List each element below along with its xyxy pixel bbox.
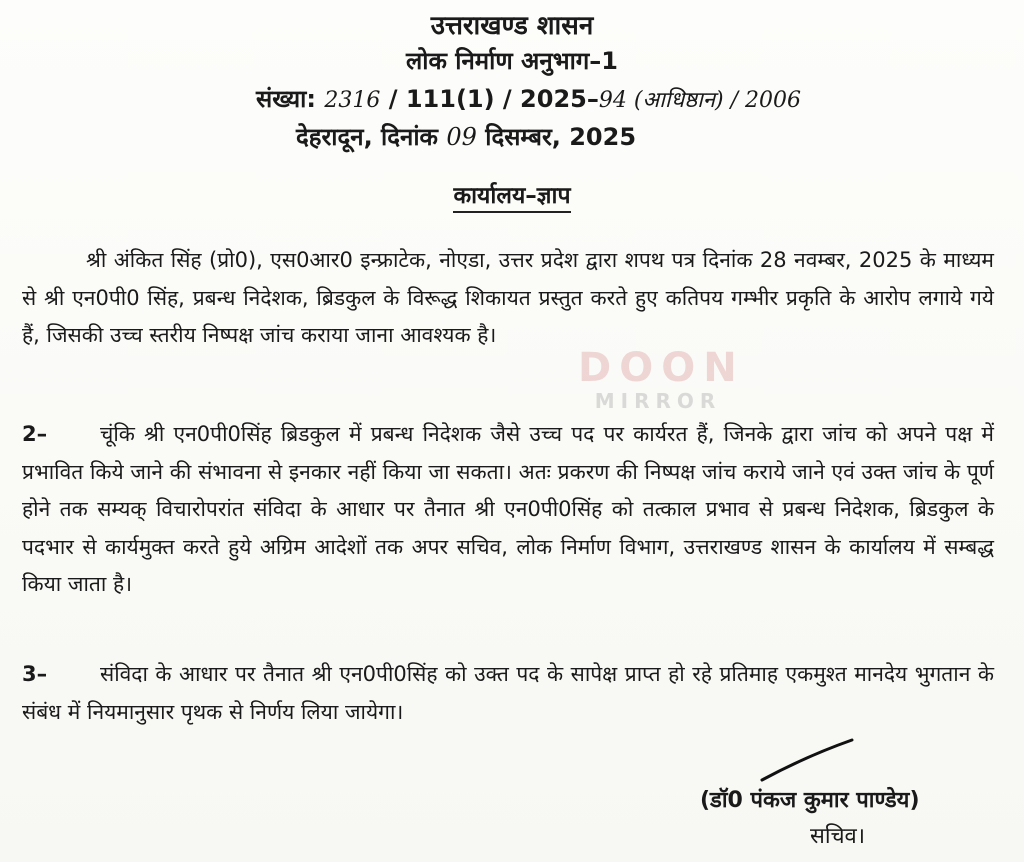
reference-number bbox=[256, 82, 801, 115]
watermark-line-1: DOON bbox=[578, 345, 745, 391]
ref-middle: / 111(1) / 2025– bbox=[388, 85, 599, 113]
signature-mark bbox=[758, 736, 858, 786]
paragraph-1-text: श्री अंकित सिंह (प्रो0), एस0आर0 इन्फ्राटेक, नोएडा, उत्तर प्रदेश द्वारा शपथ पत्र दिनांक 28 नवम्बर, 2025 के माध्यम से श्री एन0पी0 सिंह, प्रबन्ध निदेशक, ब्रिडकुल के विरूद्ध शिकायत प्रस्तुत करते हुए कतिपय गम्भीर प्रकृति के आरोप लगाये गये हैं, जिसकी उच्च स्तरीय निष्पक्ष जांच कराया जाना आवश्यक है। bbox=[22, 248, 994, 347]
watermark-line-2: MIRROR bbox=[594, 389, 722, 413]
paragraph-3-number: 3– bbox=[22, 662, 48, 686]
paragraph-3-text: संविदा के आधार पर तैनात श्री एन0पी0सिंह को उक्त पद के सापेक्ष प्राप्त हो रहे प्रतिमाह एकमुश्त मानदेय भुगतान के संबंध में नियमानुसार पृथक से निर्णय लिया जायेगा। bbox=[22, 662, 994, 724]
subject-text: कार्यालय–ज्ञाप bbox=[453, 183, 570, 213]
subject-heading bbox=[0, 178, 1024, 210]
place-date bbox=[296, 120, 636, 153]
paragraph-2-text: चूंकि श्री एन0पी0सिंह ब्रिडकुल में प्रबन्ध निदेशक जैसे उच्च पद पर कार्यरत हैं, जिनके द्वारा जांच को अपने पक्ष में प्रभावित किये जाने की संभावना से इनकार नहीं किया जा सकता। अतः प्रकरण की निष्पक्ष जांच कराये जाने एवं उक्त जांच के पूर्ण होने तक सम्यक् विचारोपरांत संविदा के आधार पर तैनात श्री एन0पी0सिंह को तत्काल प्रभाव से प्रबन्ध निदेशक, ब्रिडकुल के पदभार से कार्यमुक्त करते हुये अग्रिम आदेशों तक अपर सचिव, लोक निर्माण विभाग, उत्तराखण्ड शासन के कार्यालय में सम्बद्ध किया जाता है। bbox=[22, 422, 994, 596]
signer-designation: सचिव। bbox=[810, 824, 866, 849]
signer-name: (डॉ0 पंकज कुमार पाण्डेय) bbox=[700, 788, 920, 813]
date-day-handwritten: 09 bbox=[446, 123, 477, 151]
paragraph-2 bbox=[22, 416, 994, 604]
watermark bbox=[578, 345, 745, 413]
place-date-prefix: देहरादून, दिनांक bbox=[296, 123, 438, 151]
ref-prefix: संख्या: bbox=[256, 85, 316, 113]
ref-suffix-handwritten: 94 (आधिष्ठान) / 2006 bbox=[598, 88, 801, 113]
paragraph-2-number: 2– bbox=[22, 422, 48, 446]
paragraph-1 bbox=[22, 242, 994, 355]
paragraph-3 bbox=[22, 656, 994, 731]
ref-number-handwritten: 2316 bbox=[324, 88, 381, 113]
section-heading: लोक निर्माण अनुभाग–1 bbox=[405, 47, 619, 75]
government-heading: उत्तराखण्ड शासन bbox=[430, 11, 594, 41]
date-rest: दिसम्बर, 2025 bbox=[485, 123, 637, 151]
